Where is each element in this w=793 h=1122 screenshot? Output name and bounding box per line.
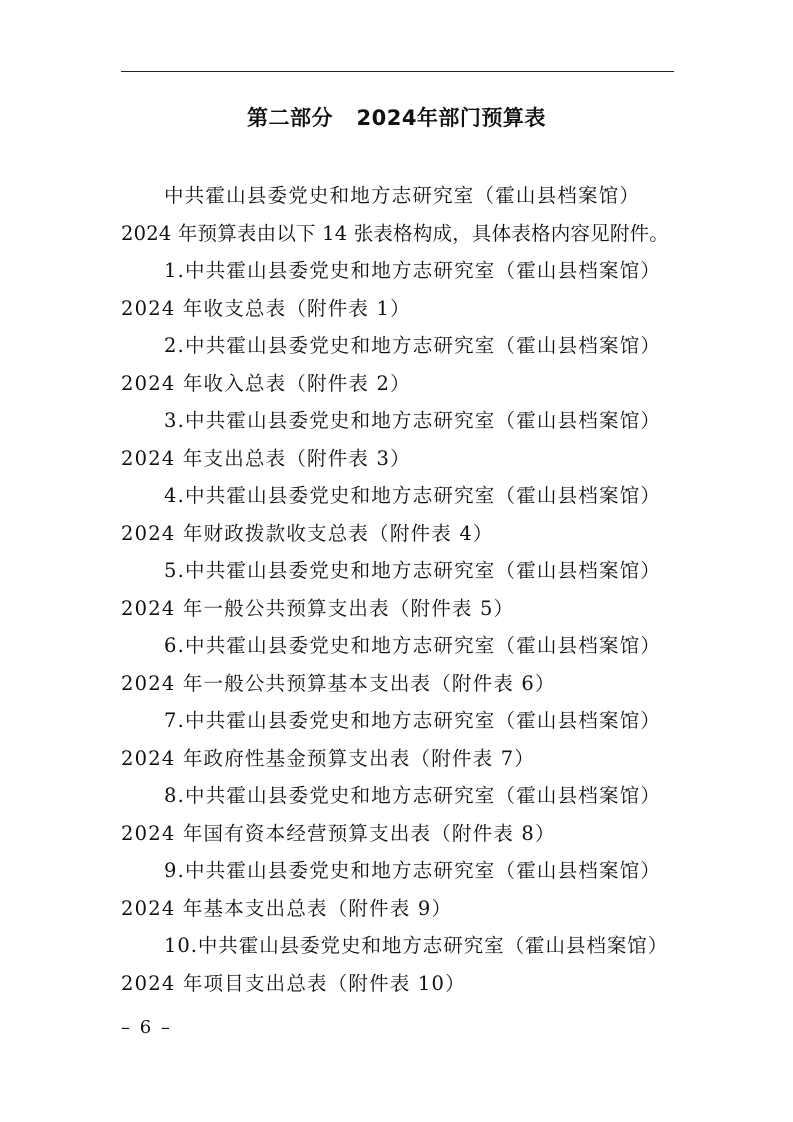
list-item-3-line-1: 3.中共霍山县委党史和地方志研究室（霍山县档案馆）	[164, 409, 662, 432]
list-item-9-line-2: 2024 年基本支出总表（附件表 9）	[121, 896, 453, 920]
list-item-7-line-2: 2024 年政府性基金预算支出表（附件表 7）	[121, 746, 536, 770]
list-item-8-line-2: 2024 年国有资本经营预算支出表（附件表 8）	[121, 821, 556, 845]
body-text	[121, 177, 674, 1002]
list-item-9-line-1: 9.中共霍山县委党史和地方志研究室（霍山县档案馆）	[164, 859, 662, 882]
page-title: 第二部分 2024年部门预算表	[247, 106, 546, 130]
list-item-10-line-2: 2024 年项目支出总表（附件表 10）	[121, 971, 466, 995]
list-item-10-line-1: 10.中共霍山县委党史和地方志研究室（霍山县档案馆）	[164, 934, 669, 957]
list-item-4-line-2: 2024 年财政拨款收支总表（附件表 4）	[121, 521, 494, 545]
list-item-2-line-2: 2024 年收入总表（附件表 2）	[121, 371, 411, 395]
intro-line-2: 2024 年预算表由以下 14 张表格构成，具体表格内容见附件。	[121, 221, 669, 245]
list-item-5-line-2: 2024 年一般公共预算支出表（附件表 5）	[121, 596, 515, 620]
list-item-2-line-1: 2.中共霍山县委党史和地方志研究室（霍山县档案馆）	[164, 334, 662, 357]
list-item-1-line-1: 1.中共霍山县委党史和地方志研究室（霍山县档案馆）	[164, 259, 662, 282]
intro-line-1: 中共霍山县委党史和地方志研究室（霍山县档案馆）	[164, 184, 641, 207]
list-item-1-line-2: 2024 年收支总表（附件表 1）	[121, 296, 411, 320]
page-number: – 6 –	[121, 1017, 172, 1038]
list-item-8-line-1: 8.中共霍山县委党史和地方志研究室（霍山县档案馆）	[164, 784, 662, 807]
list-item-4-line-1: 4.中共霍山县委党史和地方志研究室（霍山县档案馆）	[164, 484, 662, 507]
list-item-5-line-1: 5.中共霍山县委党史和地方志研究室（霍山县档案馆）	[164, 559, 662, 582]
list-item-6-line-2: 2024 年一般公共预算基本支出表（附件表 6）	[121, 671, 556, 695]
list-item-3-line-2: 2024 年支出总表（附件表 3）	[121, 446, 411, 470]
list-item-6-line-1: 6.中共霍山县委党史和地方志研究室（霍山县档案馆）	[164, 634, 662, 657]
header-rule	[121, 71, 674, 72]
list-item-7-line-1: 7.中共霍山县委党史和地方志研究室（霍山县档案馆）	[164, 709, 662, 732]
